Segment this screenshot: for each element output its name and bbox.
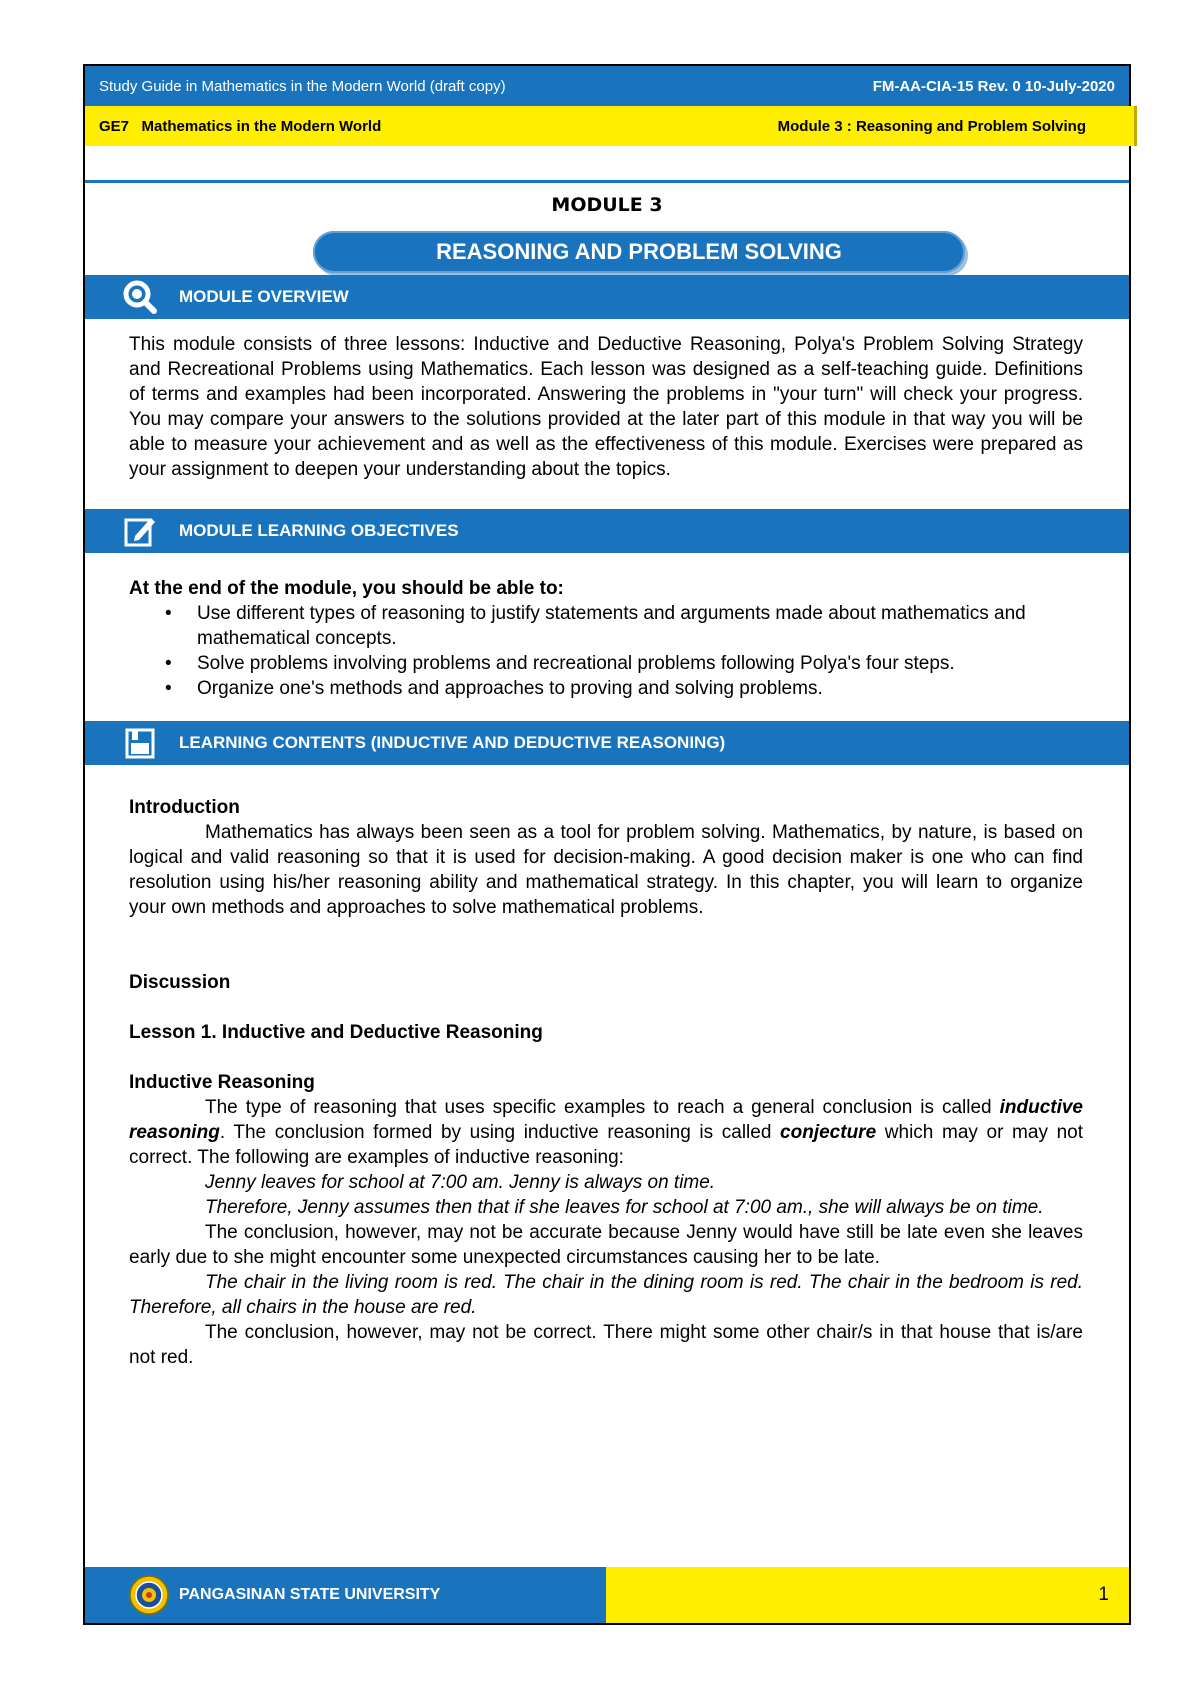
header-divider — [85, 180, 1129, 183]
list-item: • Solve problems involving problems and recreational problems following Polya's four steps. — [197, 651, 1083, 676]
list-item: • Organize one's methods and approaches to proving and solving problems. — [197, 676, 1083, 701]
magnifier-icon — [123, 280, 157, 314]
objectives-body — [129, 576, 1083, 701]
course-name: GE7 Mathematics in the Modern World — [99, 117, 382, 135]
overview-text: This module consists of three lessons: Inductive and Deductive Reasoning, Polya's Problem Solving Strategy and Recreational Problems using Mathematics. Each lesson was designed as a self-teaching guide. Definitions of terms and examples had been incorporated. Answering the problems in "your turn" will check your progress. You may compare your answers to the solutions provided at the later part of this module in that way you will be able to measure your achievement and as well as the effectiveness of this module. Exercises were prepared as your assignment to deepen your understanding about the topics. — [129, 334, 1083, 480]
example2: The chair in the living room is red. The chair in the dining room is red. The chair in the bedroom is red. Therefore, all chairs in the house are red. — [129, 1272, 1083, 1318]
intro-heading: Introduction — [129, 797, 240, 818]
objectives-band — [85, 509, 1129, 553]
book-icon — [123, 726, 157, 760]
footer-page-bar — [606, 1567, 1129, 1623]
footer — [85, 1567, 1129, 1623]
objectives-heading: MODULE LEARNING OBJECTIVES — [179, 521, 459, 540]
intro-text: Mathematics has always been seen as a tool for problem solving. Mathematics, by nature, is based on logical and valid reasoning so that it is used for decision-making. A good decision maker is one who can find resolution using his/her reasoning ability and mathematical strategy. In this chapter, you will learn to organize your own methods and approaches to solve mathematical problems. — [129, 822, 1083, 918]
page-number: 1 — [1098, 1584, 1109, 1605]
header-bar — [85, 66, 1129, 106]
example1-line1: Jenny leaves for school at 7:00 am. Jenny is always on time. — [205, 1172, 716, 1193]
term-conjecture: conjecture — [780, 1122, 877, 1143]
example1-line2: Therefore, Jenny assumes then that if she leaves for school at 7:00 am., she will always be on time. — [205, 1197, 1044, 1218]
term-inductive-reasoning: inductive reasoning — [129, 1097, 1083, 1143]
overview-band — [85, 275, 1129, 319]
overview-heading: MODULE OVERVIEW — [179, 287, 349, 306]
objectives-intro: At the end of the module, you should be able to: — [129, 578, 564, 599]
module-number: MODULE 3 — [551, 194, 663, 216]
document-page — [83, 64, 1131, 1625]
contents-body — [129, 795, 1083, 1370]
objectives-list — [129, 601, 1083, 701]
lesson-heading: Lesson 1. Inductive and Deductive Reasoning — [129, 1022, 543, 1043]
contents-heading: LEARNING CONTENTS (INDUCTIVE AND DEDUCTIVE REASONING) — [179, 733, 726, 752]
form-code: FM-AA-CIA-15 Rev. 0 10-July-2020 — [872, 77, 1115, 95]
inductive-definition — [129, 1095, 1083, 1170]
university-seal-icon — [129, 1575, 169, 1615]
inductive-heading: Inductive Reasoning — [129, 1072, 315, 1093]
module-label: Module 3 : Reasoning and Problem Solving — [777, 117, 1086, 135]
pencil-edit-icon — [123, 514, 157, 548]
list-item: • Use different types of reasoning to justify statements and arguments made about mathematics and mathematical concepts. — [197, 601, 1083, 651]
definition-text: . The conclusion formed by using inductive reasoning is called — [219, 1122, 781, 1143]
module-title: REASONING AND PROBLEM SOLVING — [313, 231, 965, 273]
course-bar — [85, 106, 1137, 146]
example1-conclusion: The conclusion, however, may not be accurate because Jenny would have still be late even she leaves early due to she might encounter some unexpected circumstances causing her to be late. — [129, 1222, 1083, 1268]
definition-text: which may or may not correct. The following are examples of inductive reasoning: — [129, 1122, 1083, 1168]
footer-university-bar — [85, 1567, 606, 1623]
example2-conclusion: The conclusion, however, may not be correct. There might some other chair/s in that house that is/are not red. — [129, 1322, 1083, 1368]
definition-text: The type of reasoning that uses specific examples to reach a general conclusion is called — [205, 1097, 1000, 1118]
discussion-heading: Discussion — [129, 972, 231, 993]
contents-band — [85, 721, 1129, 765]
university-name: PANGASINAN STATE UNIVERSITY — [179, 1586, 441, 1603]
guide-title: Study Guide in Mathematics in the Modern World (draft copy) — [99, 77, 506, 95]
